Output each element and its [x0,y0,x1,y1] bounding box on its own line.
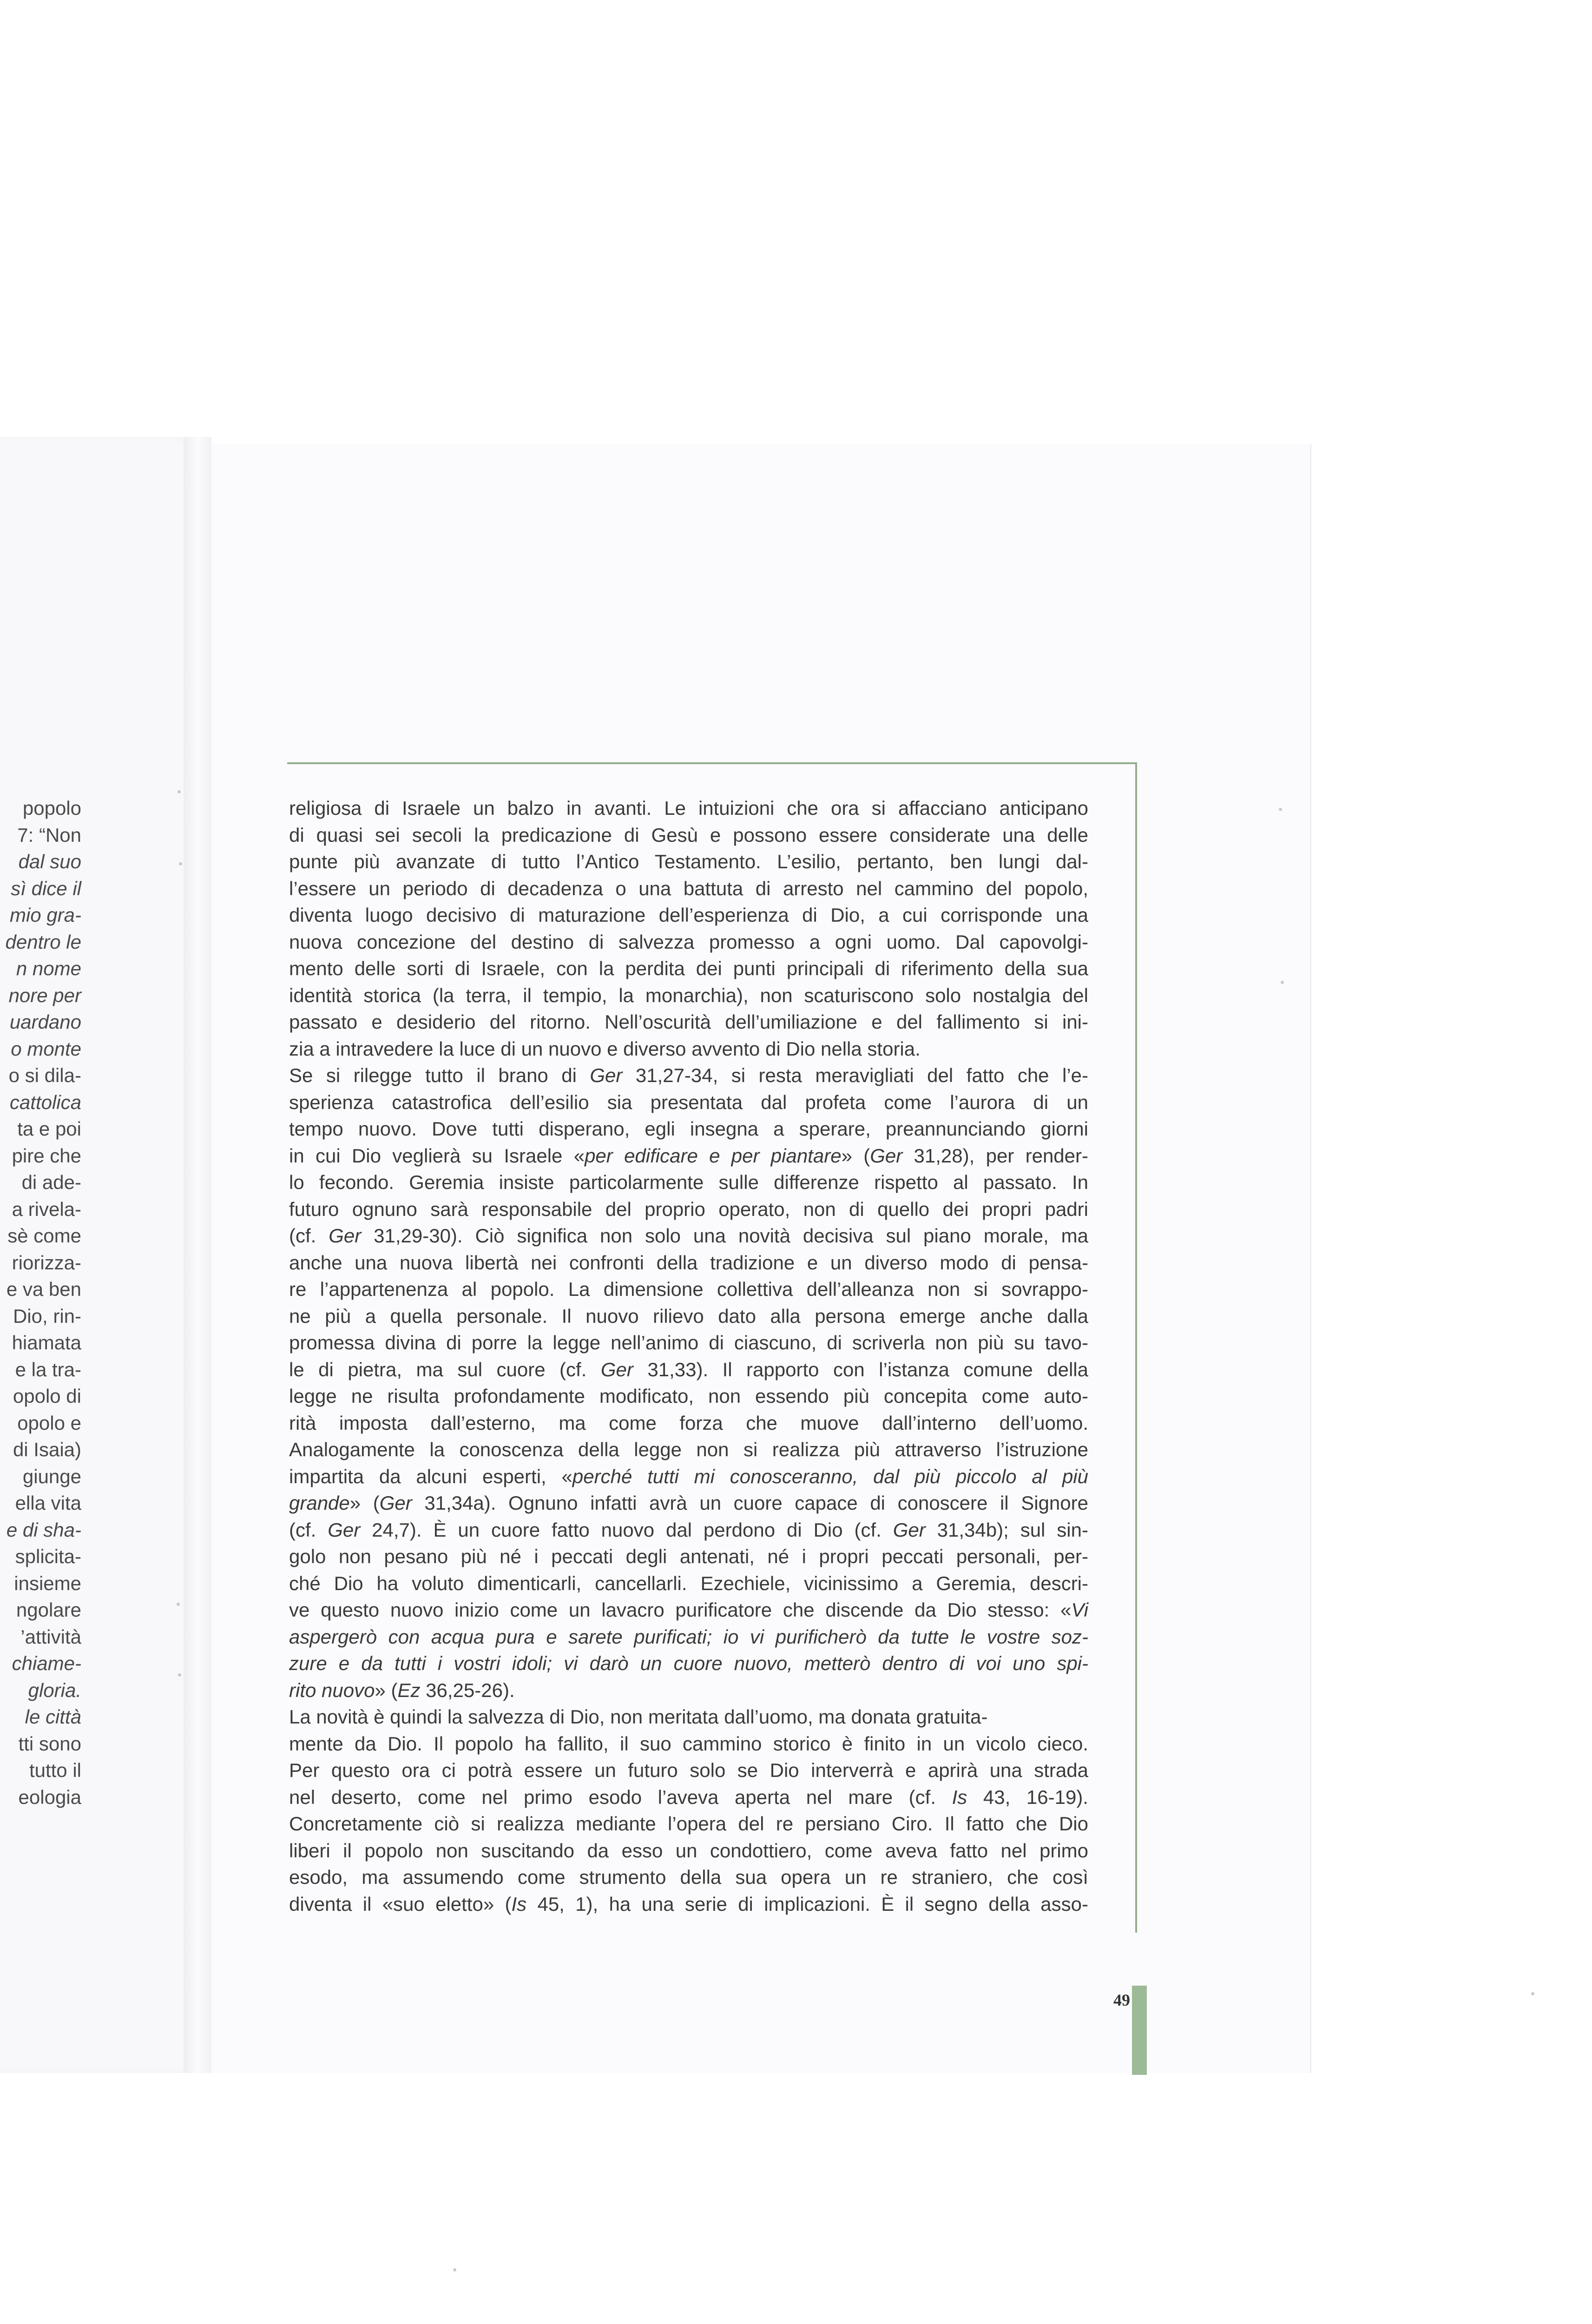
text-line [289,1009,1088,1036]
italic-run: Is [952,1786,967,1808]
left-fragment-line: tti sono [18,1732,81,1755]
text-run: di quasi sei secoli la predicazione di Gesù e possono essere considerate una delle [289,824,1088,846]
text-run: esodo, ma assumendo come strumento della sua opera un re straniero, che così [289,1866,1088,1888]
text-run: sperienza catastrofica dell’esilio sia presentata dal profeta come l’aurora di un [289,1091,1088,1113]
text-line [289,1463,1088,1490]
left-fragment-line: chiame- [12,1652,81,1674]
text-line [289,1543,1088,1570]
left-page-text-fragment [0,795,81,1810]
left-fragment-line: o monte [11,1037,81,1060]
left-fragment-line: riorizza- [12,1251,81,1274]
top-decorative-rule [287,762,1137,764]
text-line [289,875,1088,902]
text-run: impartita da alcuni esperti, « [289,1465,572,1487]
main-text-column [289,795,1088,1917]
text-run: legge ne risulta profondamente modificato, non essendo più concepita come auto- [289,1385,1088,1407]
text-run: 31,34a). Ognuno infatti avrà un cuore capace di conoscere il Signore [412,1492,1088,1514]
text-run: ché Dio ha voluto dimenticarli, cancellarli. Ezechiele, vicinissimo a Geremia, descri- [289,1572,1088,1594]
left-fragment-line: Dio, rin- [13,1305,81,1327]
italic-run: grande [289,1492,350,1514]
text-line [289,1730,1088,1757]
left-fragment-line: e la tra- [15,1358,81,1380]
text-line [289,1329,1088,1356]
scan-speck [178,1673,181,1677]
text-line [289,1810,1088,1837]
text-line [289,1436,1088,1463]
scan-speck [179,862,182,865]
text-run: punte più avanzate di tutto l’Antico Testamento. L’esilio, pertanto, ben lungi dal- [289,851,1088,872]
text-line [289,929,1088,956]
italic-run: Is [511,1893,527,1915]
text-run: le di pietra, ma sul cuore (cf. [289,1358,601,1380]
text-run: re l’appartenenza al popolo. La dimensione collettiva dell’alleanza non si sovrappo- [289,1278,1088,1300]
left-fragment-line: nore per [8,984,81,1006]
page-number: 49 [1113,1991,1130,2009]
left-fragment-line: ’attività [20,1625,81,1648]
text-run: » ( [349,1492,380,1514]
text-line [289,1276,1088,1303]
text-line [289,1597,1088,1624]
text-run: 31,29-30). Ciò significa non solo una novità decisiva sul piano morale, ma [361,1225,1088,1247]
text-run: 43, 16-19). [967,1786,1088,1808]
text-line [289,848,1088,875]
scan-speck [1531,1992,1534,1995]
italic-run: Ger [870,1144,903,1167]
text-run: mente da Dio. Il popolo ha fallito, il suo cammino storico è finito in un vicolo cieco. [289,1732,1088,1755]
text-line [289,1837,1088,1864]
text-run: identità storica (la terra, il tempio, la monarchia), non scaturiscono solo nostalgia del [289,984,1088,1006]
text-run: promessa divina di porre la legge nell’animo di ciascuno, di scriverla non più su tavo- [289,1332,1088,1353]
text-run: in cui Dio veglierà su Israele « [289,1144,585,1167]
left-fragment-line: opolo e [17,1412,81,1434]
left-fragment-line: o si dila- [8,1064,81,1086]
text-run: religiosa di Israele un balzo in avanti. Le intuizioni che ora si affacciano anticipano [289,797,1088,819]
text-run: tempo nuovo. Dove tutti disperano, egli insegna a sperare, preannunciando giorni [289,1118,1088,1140]
left-fragment-line: n nome [16,957,81,979]
left-fragment-line: sè come [7,1225,81,1247]
scan-speck [1281,981,1284,984]
text-line [289,1303,1088,1330]
text-run: (cf. [289,1225,329,1247]
text-line [289,982,1088,1009]
text-run: La novità è quindi la salvezza di Dio, non meritata dall’uomo, ma donata gratuita- [289,1706,988,1728]
italic-run: per edificare e per piantare [585,1144,842,1167]
left-fragment-line: cattolica [9,1091,81,1113]
text-run: 31,33). Il rapporto con l’istanza comune della [633,1358,1088,1380]
scan-speck [453,2268,456,2271]
left-fragment-line: ella vita [15,1492,81,1514]
italic-run: rito nuovo [289,1679,375,1701]
right-decorative-rule [1135,762,1137,1933]
text-run: nuova concezione del destino di salvezza promesso a ogni uomo. Dal capovolgi- [289,931,1088,953]
text-line [289,1089,1088,1116]
text-line [289,1624,1088,1651]
left-fragment-line: tutto il [29,1759,81,1781]
left-fragment-line: opolo di [13,1385,81,1407]
text-line [289,1062,1088,1089]
left-fragment-line: le città [25,1706,81,1728]
text-run: anche una nuova libertà nei confronti della tradizione e un diverso modo di pensa- [289,1251,1088,1274]
left-fragment-line: hiamata [12,1332,81,1353]
text-line [289,1249,1088,1276]
text-run: futuro ognuno sarà responsabile del proprio operato, non di quello dei propri padri [289,1198,1088,1220]
page-number-tab [1132,1986,1147,2075]
left-fragment-line: di Isaia) [13,1439,81,1460]
left-fragment-line: insieme [14,1572,81,1594]
left-fragment-line: ta e poi [17,1118,81,1140]
left-fragment-line: ngolare [16,1599,81,1621]
page-fold [184,437,211,2073]
text-run: diventa luogo decisivo di maturazione dell’esperienza di Dio, a cui corrisponde una [289,904,1088,926]
text-line [289,1570,1088,1597]
left-fragment-line: e va ben [6,1278,81,1300]
text-line [289,1757,1088,1784]
left-fragment-line: 7: “Non [17,824,81,846]
text-run: lo fecondo. Geremia insiste particolarmente sulle differenze rispetto al passato. In [289,1171,1088,1193]
text-line [289,1169,1088,1196]
text-run: rità imposta dall’esterno, ma come forza che muove dall’interno dell’uomo. [289,1412,1088,1434]
italic-run: Vi [1071,1599,1088,1621]
text-run: 45, 1), ha una serie di implicazioni. È il segno della asso- [526,1893,1088,1915]
text-line [289,822,1088,849]
text-line [289,1891,1088,1918]
left-fragment-line: mio gra- [9,904,81,926]
left-fragment-line: dentro le [5,931,81,953]
text-line [289,1356,1088,1383]
text-run: » ( [841,1144,870,1167]
scan-speck [177,1603,180,1606]
text-run: mento delle sorti di Israele, con la perdita dei punti principali di riferimento della sua [289,957,1088,979]
text-line [289,1196,1088,1223]
text-line [289,1142,1088,1169]
text-run: 36,25-26). [420,1679,515,1701]
italic-run: Ger [590,1064,623,1086]
text-run: l’essere un periodo di decadenza o una battuta di arresto nel cammino del popolo, [289,877,1088,899]
text-line [289,955,1088,982]
text-run: Analogamente la conoscenza della legge non si realizza più attraverso l’istruzione [289,1439,1088,1460]
text-line [289,1383,1088,1410]
italic-run: Ger [893,1519,926,1541]
text-line [289,1784,1088,1811]
left-fragment-line: e di sha- [6,1519,81,1541]
italic-run: Ger [329,1225,362,1247]
text-line [289,1410,1088,1437]
text-run: passato e desiderio del ritorno. Nell’oscurità dell’umiliazione e del fallimento si ini- [289,1011,1088,1033]
left-fragment-line: sì dice il [11,877,81,899]
text-run: nel deserto, come nel primo esodo l’aveva aperta nel mare (cf. [289,1786,952,1808]
text-run: » ( [375,1679,398,1701]
text-run: 31,28), per render- [902,1144,1088,1167]
text-line [289,1490,1088,1517]
italic-run: zure e da tutti i vostri idoli; vi darò un cuore nuovo, metterò dentro di voi uno spi- [289,1652,1088,1674]
text-run: 31,34b); sul sin- [925,1519,1088,1541]
text-line [289,795,1088,822]
text-run: diventa il «suo eletto» ( [289,1893,512,1915]
text-line [289,1222,1088,1249]
text-run: Concretamente ciò si realizza mediante l’opera del re persiano Ciro. Il fatto che Dio [289,1813,1088,1835]
left-fragment-line: giunge [22,1465,81,1487]
italic-run: Ger [328,1519,361,1541]
italic-run: Ger [600,1358,633,1380]
left-fragment-line: popolo [22,797,81,819]
text-run: 31,27-34, si resta meravigliati del fatto che l’e- [622,1064,1088,1086]
italic-run: aspergerò con acqua pura e sarete purificati; io vi purificherò da tutte le vostre soz- [289,1625,1088,1648]
left-fragment-line: uardano [9,1011,81,1033]
text-run: (cf. [289,1519,328,1541]
left-fragment-line: splicita- [15,1545,81,1567]
text-run: golo non pesano più né i peccati degli antenati, né i propri peccati personali, per- [289,1545,1088,1567]
left-fragment-line: dal suo [18,851,81,872]
left-fragment-line: a rivela- [12,1198,81,1220]
text-run: Per questo ora ci potrà essere un futuro solo se Dio interverrà e aprirà una strada [289,1759,1088,1781]
text-run: ne più a quella personale. Il nuovo rilievo dato alla persona emerge anche dalla [289,1305,1088,1327]
text-run: 24,7). È un cuore fatto nuovo dal perdono di Dio (cf. [360,1519,893,1541]
text-line [289,902,1088,929]
text-line [289,1864,1088,1891]
italic-run: Ger [379,1492,412,1514]
text-line [289,1517,1088,1544]
text-run: ve questo nuovo inizio come un lavacro purificatore che discende da Dio stesso: « [289,1599,1072,1621]
left-fragment-line: eologia [18,1786,81,1808]
text-run: liberi il popolo non suscitando da esso un condottiero, come aveva fatto nel primo [289,1839,1088,1862]
left-fragment-line: pire che [12,1144,81,1167]
scan-speck [1279,808,1282,811]
italic-run: Ez [397,1679,421,1701]
italic-run: perché tutti mi conosceranno, dal più piccolo al più [572,1465,1088,1487]
text-run: Se si rilegge tutto il brano di [289,1064,590,1086]
text-line [289,1650,1088,1677]
text-line [289,1703,1088,1730]
text-run: zia a intravedere la luce di un nuovo e diverso avvento di Dio nella storia. [289,1037,921,1060]
scan-speck [178,790,181,793]
text-line [289,1116,1088,1142]
left-fragment-line: di ade- [21,1171,81,1193]
text-line [289,1677,1088,1704]
text-line [289,1036,1088,1063]
left-fragment-line: gloria. [28,1679,81,1701]
